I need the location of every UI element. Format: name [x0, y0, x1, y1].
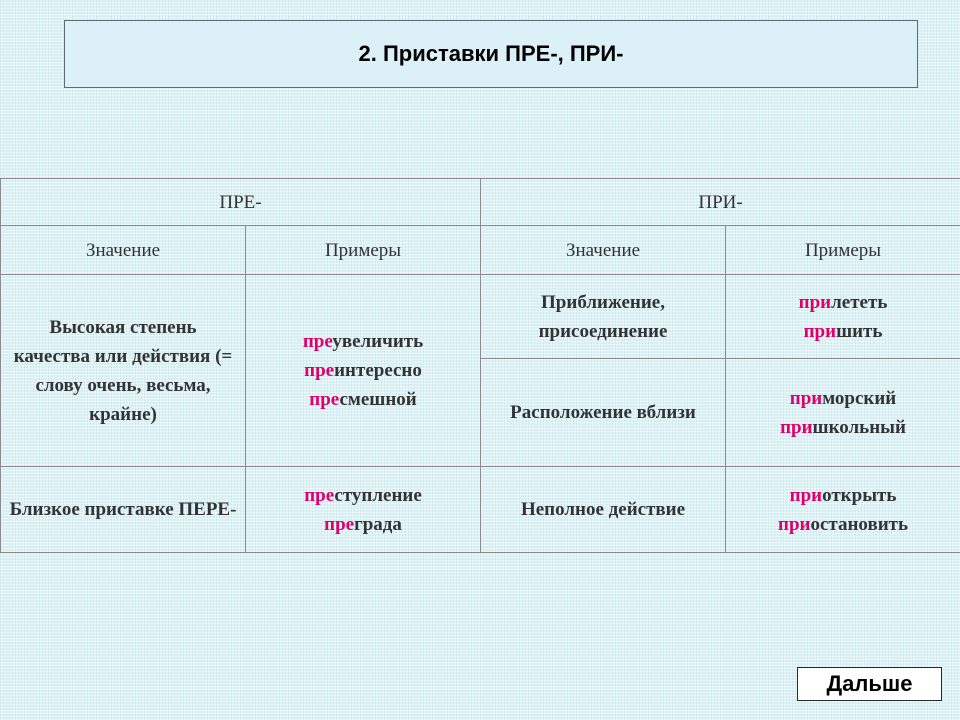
example-word — [254, 327, 472, 356]
example-root: морский — [822, 387, 897, 409]
example-prefix: при — [789, 387, 823, 409]
example-root: шить — [836, 320, 883, 342]
pri-meaning-cell: Расположение вблизи — [481, 359, 726, 467]
prefix-table — [0, 178, 960, 553]
example-prefix: при — [803, 320, 837, 342]
pri-examples-cell — [726, 467, 960, 553]
column-header-row — [1, 226, 960, 275]
example-root: школьный — [812, 416, 906, 438]
example-word — [734, 510, 952, 539]
title-box — [64, 20, 918, 88]
pri-examples-header: Примеры — [726, 226, 960, 275]
group-header-row — [1, 179, 960, 226]
pri-meaning-cell: Приближение, присоединение — [481, 275, 726, 359]
example-prefix: пре — [309, 389, 340, 410]
example-word — [254, 481, 472, 510]
example-word — [734, 413, 952, 442]
slide-title: 2. Приставки ПРЕ-, ПРИ- — [358, 41, 624, 66]
example-word — [734, 317, 952, 346]
example-word — [254, 385, 472, 414]
example-word — [734, 288, 952, 317]
pri-meaning-header: Значение — [481, 226, 726, 275]
example-root: ступление — [334, 484, 422, 506]
example-word — [734, 384, 952, 413]
example-prefix: при — [780, 416, 813, 438]
next-button[interactable]: Дальше — [797, 667, 942, 701]
example-word — [734, 481, 952, 510]
example-root: града — [354, 513, 402, 535]
example-word — [254, 356, 472, 385]
example-prefix: при — [798, 291, 832, 313]
table-row — [1, 467, 960, 553]
pri-header: ПРИ- — [481, 179, 960, 226]
table-row — [1, 275, 960, 359]
pre-examples-cell — [246, 467, 481, 553]
example-prefix: пре — [304, 484, 335, 506]
pre-meaning-cell: Высокая степень качества или действия (= слову очень, весьма, крайне) — [1, 275, 246, 467]
pre-meaning-header: Значение — [1, 226, 246, 275]
pre-examples-cell — [246, 275, 481, 467]
pri-examples-cell — [726, 359, 960, 467]
example-word — [254, 510, 472, 539]
example-root: смешной — [339, 389, 417, 410]
example-root: открыть — [822, 484, 897, 506]
example-prefix: пре — [324, 513, 355, 535]
example-prefix: пре — [304, 360, 335, 381]
example-prefix: при — [789, 484, 823, 506]
pri-examples-cell — [726, 275, 960, 359]
example-prefix: пре — [302, 331, 333, 352]
example-root: интересно — [334, 360, 422, 381]
pri-meaning-cell: Неполное действие — [481, 467, 726, 553]
example-root: лететь — [831, 291, 888, 313]
pre-meaning-cell: Близкое приставке ПЕРЕ- — [1, 467, 246, 553]
pre-examples-header: Примеры — [246, 226, 481, 275]
example-root: остановить — [810, 513, 909, 535]
pre-header: ПРЕ- — [1, 179, 481, 226]
example-prefix: при — [778, 513, 811, 535]
example-root: увеличить — [332, 331, 424, 352]
